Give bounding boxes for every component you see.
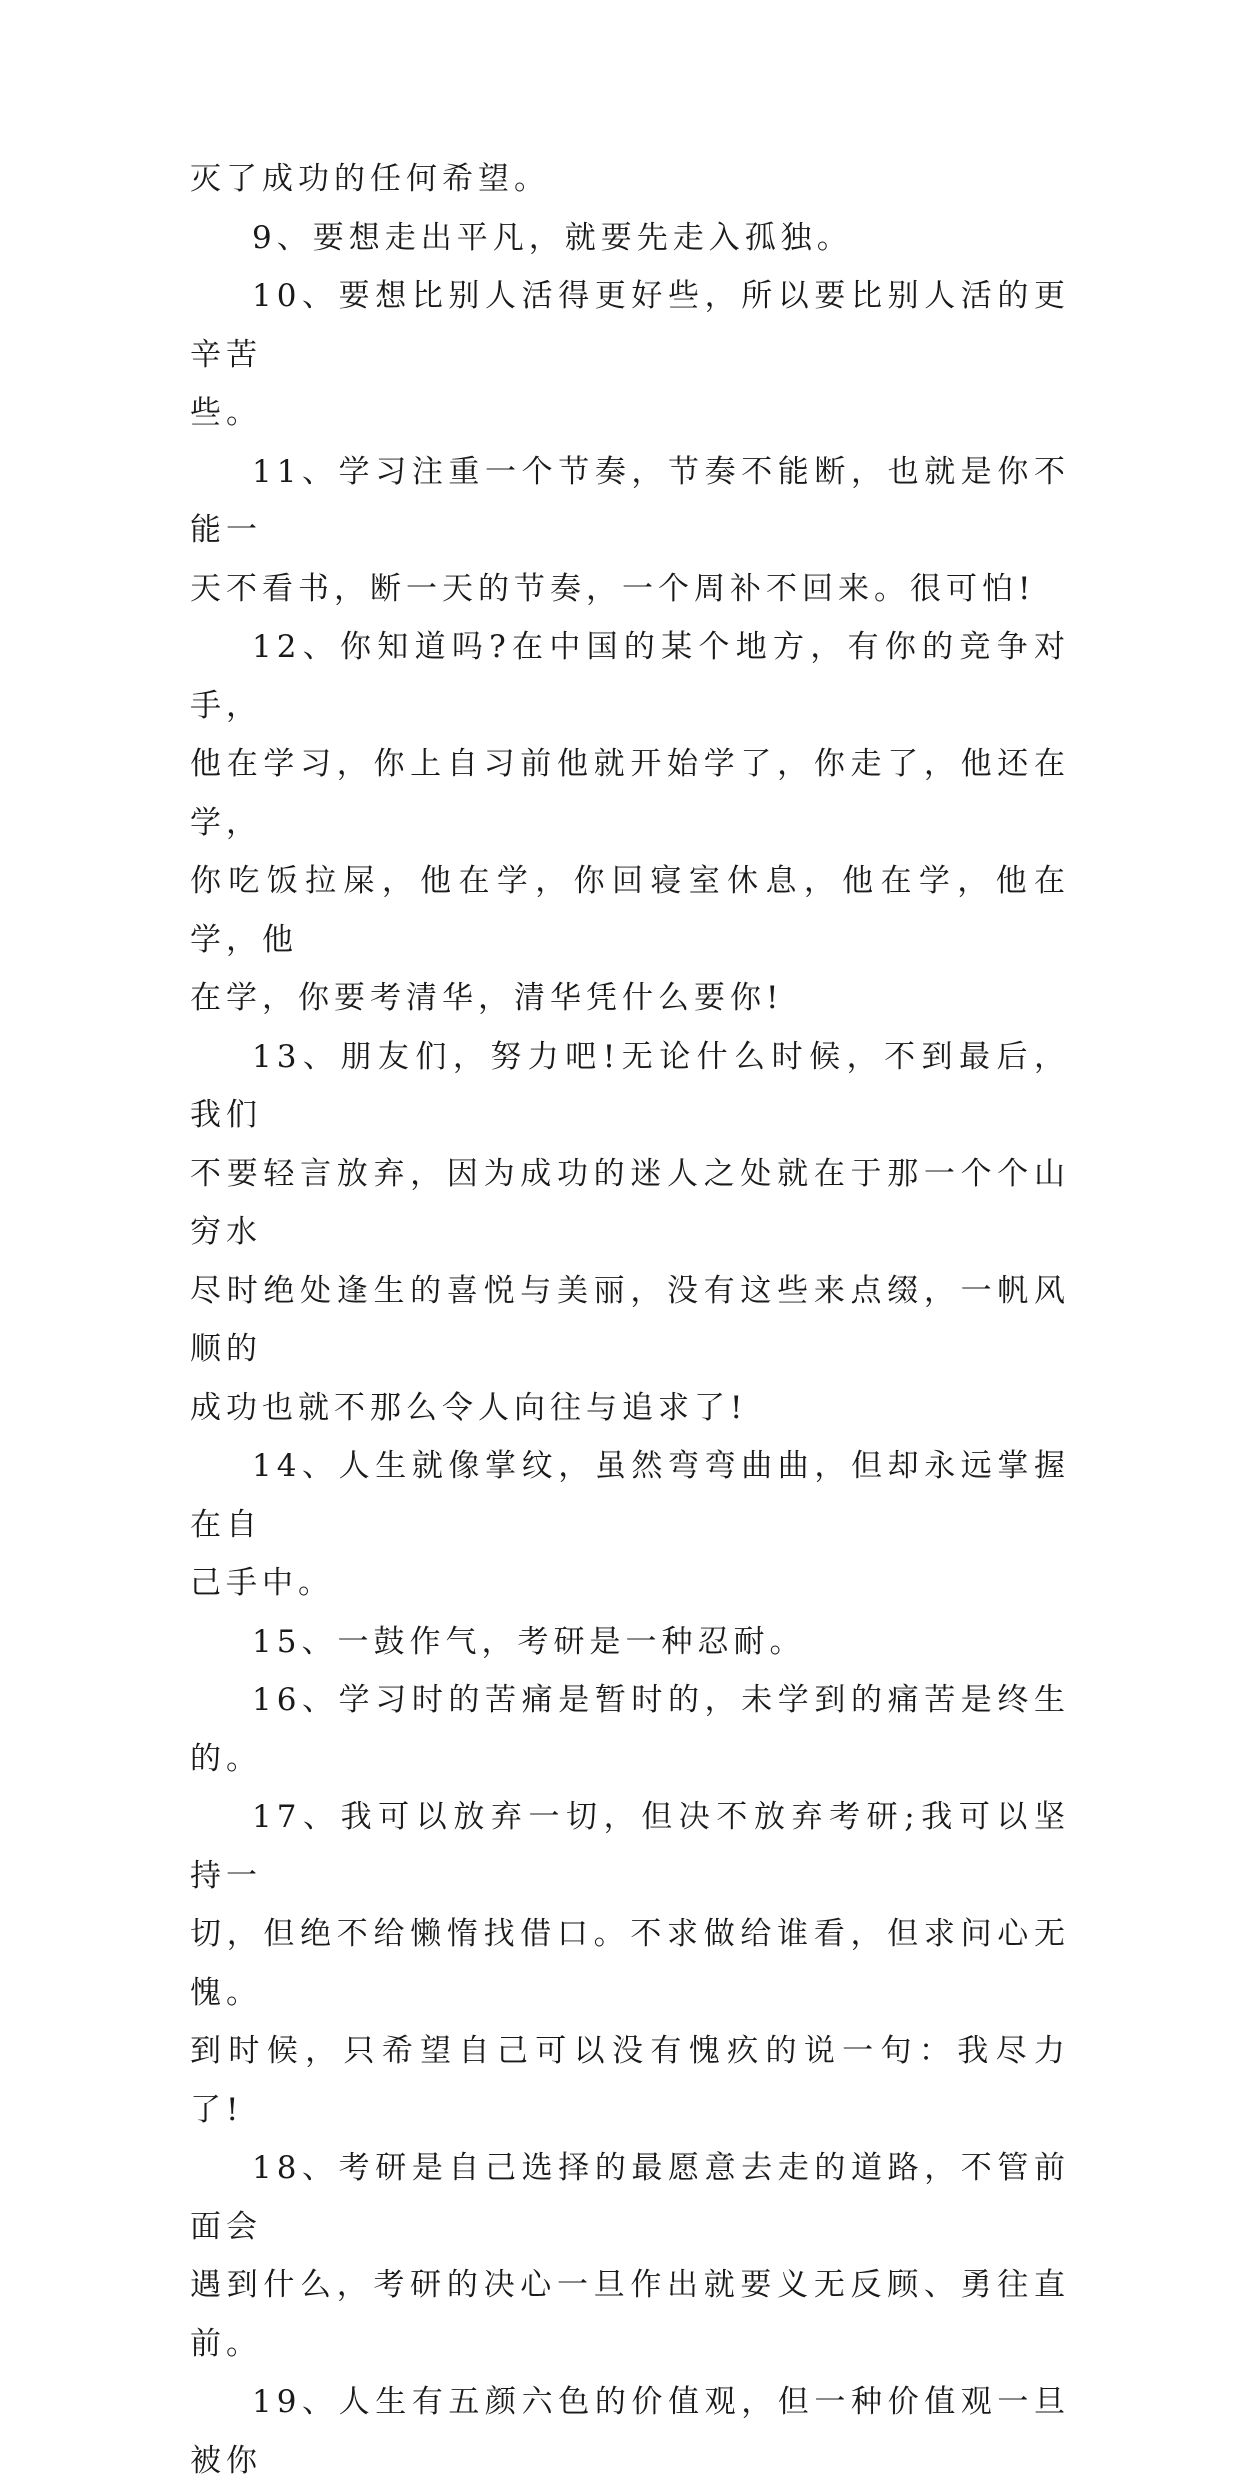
paragraph-item-16: 16、学习时的苦痛是暂时的，未学到的痛苦是终生的。 [190, 1682, 1070, 1777]
paragraph-item-9: 9、要想走出平凡，就要先走入孤独。 [252, 219, 853, 256]
paragraph-item-12: 12、你知道吗?在中国的某个地方，有你的竞争对手， 他在学习，你上自习前他就开始学了，你走了，他还在学， 你吃饭拉屎，他在学，你回寝室休息，他在学，他在学，他 在学，你要考清华，清华凭什么要你! [190, 629, 1070, 1016]
paragraph-item-11: 11、学习注重一个节奏，节奏不能断，也就是你不能一 天不看书，断一天的节奏，一个周补不回来。很可怕! [190, 453, 1070, 607]
paragraph-continuation: 灭了成功的任何希望。 [190, 161, 550, 197]
paragraph-item-19: 19、人生有五颜六色的价值观，但一种价值观一旦被你 [190, 2384, 1070, 2479]
paragraph-item-17: 17、我可以放弃一切，但决不放弃考研;我可以坚持一 切，但绝不给懒惰找借口。不求做给谁看，但求问心无愧。 到时候，只希望自己可以没有愧疚的说一句：我尽力了! [190, 1799, 1070, 2128]
paragraph-item-14: 14、人生就像掌纹，虽然弯弯曲曲，但却永远掌握在自 己手中。 [190, 1448, 1070, 1601]
paragraph-item-18: 18、考研是自己选择的最愿意去走的道路，不管前面会 遇到什么，考研的决心一旦作出就要义无反顾、勇往直前。 [190, 2150, 1070, 2362]
paragraph-item-13: 13、朋友们，努力吧!无论什么时候，不到最后，我们 不要轻言放弃，因为成功的迷人之处就在于那一个个山穷水 尽时绝处逢生的喜悦与美丽，没有这些来点缀，一帆风顺的 成功也就不那么令人向往与追求了! [190, 1038, 1070, 1426]
paragraph-item-15: 15、一鼓作气，考研是一种忍耐。 [252, 1623, 806, 1660]
document-body [190, 150, 1070, 2490]
paragraph-item-10: 10、要想比别人活得更好些，所以要比别人活的更辛苦 些。 [190, 278, 1070, 431]
